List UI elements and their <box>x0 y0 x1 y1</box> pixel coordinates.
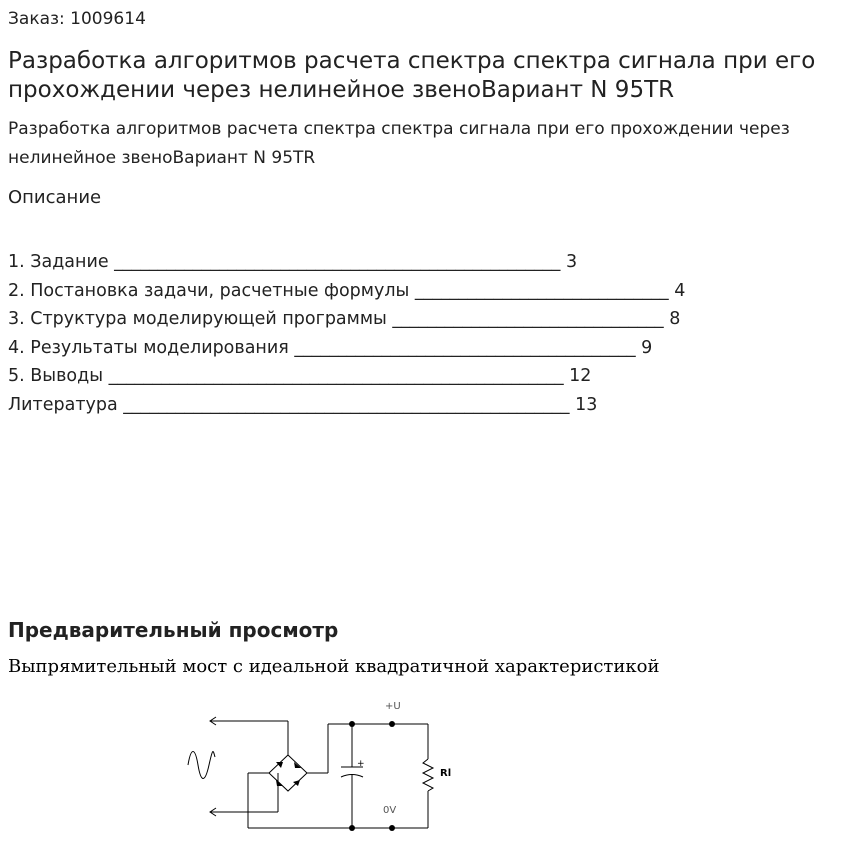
load-resistor-label: Rl <box>440 768 452 779</box>
table-of-contents <box>8 248 798 420</box>
zero-v-label: 0V <box>383 805 397 816</box>
preview-heading: Предварительный просмотр <box>8 618 339 642</box>
toc-item-results: 4. Результаты моделирования _______________________________________ 9 <box>8 337 653 358</box>
capacitor-plus-label: + <box>357 759 365 769</box>
toc-item-program-structure: 3. Структура моделирующей программы _______________________________ 8 <box>8 309 681 330</box>
page-title: Разработка алгоритмов расчета спектра спектра сигнала при его прохождении через нелинейное звеноВариант N 95TR <box>8 48 816 103</box>
ac-source-icon <box>188 752 215 779</box>
toc-item-task: 1. Задание ___________________________________________________ 3 <box>8 252 578 272</box>
toc-item-problem-statement: 2. Постановка задачи, расчетные формулы _____________________________ 4 <box>8 280 686 301</box>
description-heading: Описание <box>8 187 102 208</box>
order-number: Заказ: 1009614 <box>8 9 146 29</box>
toc-item-literature: Литература ___________________________________________________ 13 <box>8 394 598 415</box>
toc-item-conclusions: 5. Выводы ____________________________________________________ 12 <box>8 366 592 387</box>
preview-caption: Выпрямительный мост с идеальной квадратичной характеристикой <box>8 656 660 677</box>
page-subtitle: Разработка алгоритмов расчета спектра спектра сигнала при его прохождении через нелинейное звеноВариант N 95TR <box>8 119 790 168</box>
plus-u-label: +U <box>385 701 401 712</box>
rectifier-bridge-diagram <box>180 695 470 840</box>
